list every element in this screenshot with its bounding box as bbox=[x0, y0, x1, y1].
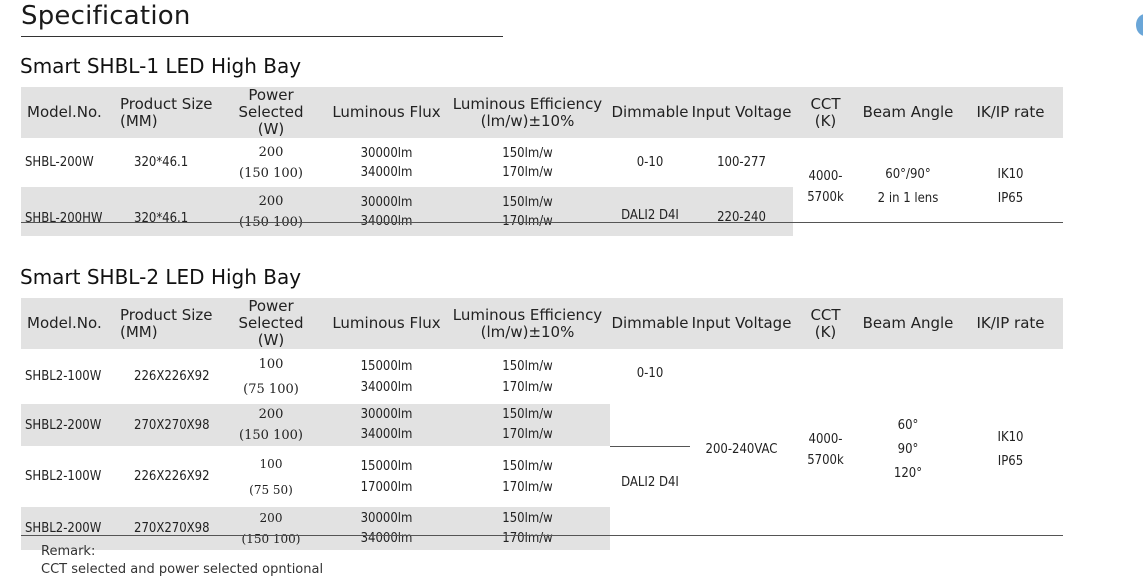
page-title: Specification bbox=[21, 1, 191, 31]
cell-size: 226X226X92 bbox=[134, 469, 210, 484]
cell-power bbox=[214, 138, 328, 187]
header-efficiency bbox=[445, 298, 610, 349]
cell-power bbox=[214, 404, 328, 446]
flux-value: 15000lm bbox=[360, 458, 413, 474]
cell-flux bbox=[328, 138, 445, 187]
header-text: Product Size (MM) bbox=[120, 94, 213, 130]
power-value: 200 bbox=[258, 407, 284, 422]
cell-flux bbox=[328, 349, 445, 404]
header-row bbox=[21, 87, 1063, 138]
header-text: CCT (K) bbox=[810, 305, 841, 341]
header-text: Model.No. bbox=[27, 314, 102, 332]
header-text: Model.No. bbox=[27, 103, 102, 121]
header-text: IK/IP rate bbox=[976, 103, 1045, 121]
flux-value: 34000lm bbox=[360, 164, 413, 180]
cell-flux bbox=[328, 507, 445, 550]
spec-table-shbl2 bbox=[21, 298, 1063, 550]
header-text: Luminous Flux bbox=[332, 314, 441, 332]
header-cct bbox=[793, 87, 858, 138]
eff-value: 150lm/w bbox=[502, 458, 553, 474]
header-product-size bbox=[114, 298, 214, 349]
cell-size: 270X270X98 bbox=[114, 507, 214, 550]
beam-value: 90° bbox=[897, 441, 919, 457]
power-value: 100 bbox=[259, 456, 283, 471]
cell-model: SHBL2-100W bbox=[25, 469, 102, 484]
header-text: Product Size (MM) bbox=[120, 305, 213, 341]
header-ikip bbox=[958, 87, 1063, 138]
header-text: Power Selected (W) bbox=[238, 297, 304, 349]
ik-value: IK10 bbox=[997, 429, 1024, 445]
cell-model: SHBL-200W bbox=[25, 155, 94, 170]
flux-value: 34000lm bbox=[360, 427, 413, 442]
cell-dimmable: DALI2 D4I bbox=[610, 446, 690, 550]
power-options: (150 100) bbox=[239, 214, 303, 230]
cell-model: SHBL2-200W bbox=[21, 507, 114, 550]
table-row bbox=[21, 138, 1063, 187]
cell-model: SHBL2-100W bbox=[25, 369, 102, 384]
power-options: (150 100) bbox=[241, 531, 301, 546]
cell-size: 320*46.1 bbox=[134, 155, 189, 170]
beam-value: 60° bbox=[897, 417, 919, 433]
header-model bbox=[21, 87, 114, 138]
flux-value: 30000lm bbox=[360, 510, 413, 526]
power-value: 200 bbox=[258, 193, 284, 209]
header-power bbox=[214, 298, 328, 349]
cell-dimmable: 0-10 bbox=[610, 349, 690, 446]
flux-value: 34000lm bbox=[360, 213, 413, 229]
eff-value: 150lm/w bbox=[502, 407, 553, 422]
flux-value: 30000lm bbox=[360, 145, 413, 161]
header-row bbox=[21, 298, 1063, 349]
title-underline bbox=[21, 36, 503, 37]
cell-efficiency bbox=[445, 349, 610, 404]
eff-value: 150lm/w bbox=[502, 510, 553, 526]
header-text: IK/IP rate bbox=[976, 314, 1045, 332]
eff-value: 170lm/w bbox=[502, 479, 553, 495]
cell-power bbox=[214, 187, 328, 236]
beam-value: 120° bbox=[893, 465, 923, 481]
cell-efficiency bbox=[445, 404, 610, 446]
cell-flux bbox=[328, 446, 445, 507]
header-text: CCT (K) bbox=[810, 94, 841, 130]
cell-size: 226X226X92 bbox=[134, 369, 210, 384]
eff-value: 170lm/w bbox=[502, 379, 553, 395]
table-bottom-rule bbox=[21, 535, 1063, 536]
cell-power bbox=[214, 349, 328, 404]
flux-value: 34000lm bbox=[360, 379, 413, 395]
flux-value: 15000lm bbox=[360, 358, 413, 374]
edge-circle-icon bbox=[1136, 14, 1143, 36]
power-value: 100 bbox=[258, 356, 284, 372]
remark-label: Remark: bbox=[41, 544, 96, 559]
eff-value: 170lm/w bbox=[502, 213, 553, 229]
section1-title: Smart SHBL-1 LED High Bay bbox=[20, 54, 302, 78]
header-dimmable bbox=[610, 298, 690, 349]
header-flux bbox=[328, 298, 445, 349]
header-text: Beam Angle bbox=[862, 103, 954, 121]
beam-value: 2 in 1 lens bbox=[877, 191, 939, 206]
cell-model: SHBL-200HW bbox=[21, 187, 114, 236]
beam-value: 60°/90° bbox=[885, 167, 931, 182]
cell-efficiency bbox=[445, 138, 610, 187]
cell-flux bbox=[328, 187, 445, 236]
header-beam bbox=[858, 298, 958, 349]
power-options: (75 100) bbox=[243, 381, 299, 397]
header-text: Luminous Flux bbox=[332, 103, 441, 121]
cell-size: 270X270X98 bbox=[114, 404, 214, 446]
cell-power bbox=[214, 446, 328, 507]
header-voltage bbox=[690, 87, 793, 138]
power-value: 200 bbox=[259, 510, 283, 525]
cell-model: SHBL2-200W bbox=[21, 404, 114, 446]
eff-value: 150lm/w bbox=[502, 145, 553, 161]
cell-voltage: 220-240 bbox=[690, 187, 793, 236]
cell-efficiency bbox=[445, 187, 610, 236]
spec-table-shbl1 bbox=[21, 87, 1063, 236]
header-voltage bbox=[690, 298, 793, 349]
power-options: (150 100) bbox=[239, 428, 303, 443]
ip-value: IP65 bbox=[997, 453, 1024, 469]
flux-value: 34000lm bbox=[360, 530, 413, 546]
eff-value: 170lm/w bbox=[502, 530, 553, 546]
power-options: (150 100) bbox=[239, 165, 303, 181]
header-model bbox=[21, 298, 114, 349]
cell-size: 320*46.1 bbox=[114, 187, 214, 236]
eff-value: 170lm/w bbox=[502, 427, 553, 442]
cell-cct: 4000-5700k bbox=[793, 349, 858, 550]
header-text: Luminous Efficiency (lm/w)±10% bbox=[452, 305, 603, 341]
header-flux bbox=[328, 87, 445, 138]
header-product-size bbox=[114, 87, 214, 138]
flux-value: 17000lm bbox=[360, 479, 413, 495]
header-power bbox=[214, 87, 328, 138]
table-bottom-rule bbox=[21, 222, 1063, 223]
power-options: (75 50) bbox=[249, 482, 293, 497]
header-dimmable bbox=[610, 87, 690, 138]
eff-value: 150lm/w bbox=[502, 194, 553, 210]
cell-ikip bbox=[958, 349, 1063, 550]
cell-efficiency bbox=[445, 507, 610, 550]
header-text: Dimmable bbox=[611, 103, 689, 121]
header-beam bbox=[858, 87, 958, 138]
cell-cct: 4000-5700k bbox=[793, 138, 858, 236]
eff-value: 150lm/w bbox=[502, 358, 553, 374]
header-cct bbox=[793, 298, 858, 349]
cell-dimmable: DALI2 D4I bbox=[610, 187, 690, 236]
ik-value: IK10 bbox=[997, 167, 1024, 182]
header-text: Power Selected (W) bbox=[238, 86, 304, 138]
header-text: Input Voltage bbox=[691, 103, 792, 121]
cell-voltage: 100-277 bbox=[717, 155, 766, 170]
header-text: Beam Angle bbox=[862, 314, 954, 332]
section2-title: Smart SHBL-2 LED High Bay bbox=[20, 265, 302, 289]
cell-flux bbox=[328, 404, 445, 446]
remark-text: CCT selected and power selected opntional bbox=[41, 562, 324, 577]
cell-beam bbox=[858, 349, 958, 550]
header-text: Dimmable bbox=[611, 314, 689, 332]
header-text: Input Voltage bbox=[691, 314, 792, 332]
header-text: Luminous Efficiency (lm/w)±10% bbox=[452, 94, 603, 130]
ip-value: IP65 bbox=[997, 191, 1024, 206]
eff-value: 170lm/w bbox=[502, 164, 553, 180]
power-value: 200 bbox=[258, 144, 284, 160]
header-ikip bbox=[958, 298, 1063, 349]
cell-efficiency bbox=[445, 446, 610, 507]
header-efficiency bbox=[445, 87, 610, 138]
cell-power bbox=[214, 507, 328, 550]
flux-value: 30000lm bbox=[360, 407, 413, 422]
cell-voltage: 200-240VAC bbox=[690, 349, 793, 550]
table-row bbox=[21, 349, 1063, 404]
flux-value: 30000lm bbox=[360, 194, 413, 210]
cell-dimmable: 0-10 bbox=[636, 155, 664, 170]
